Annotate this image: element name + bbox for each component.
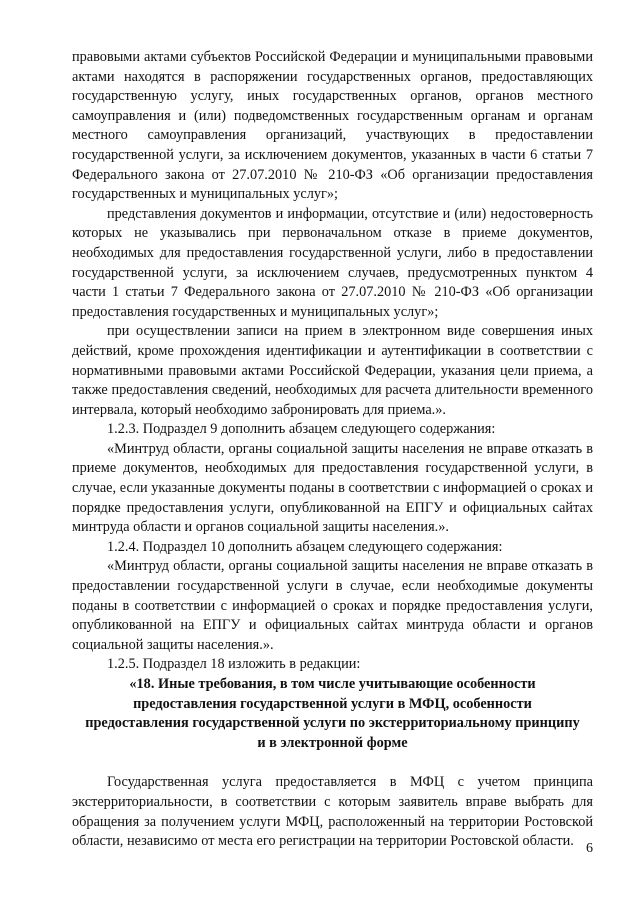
document-page — [72, 48, 593, 852]
paragraph-electronic-appointment: при осуществлении записи на прием в электронном виде совершения иных действий, кроме прохождения идентификации и аутентификации в соответствии с нормативными правовыми актами Российской Федерации, указания цели приема, а также предоставления сведений, необходимых для расчета длительности временного интервала, который необходимо забронировать для приема.». — [72, 323, 593, 418]
paragraph-item-1-2-5: 1.2.5. Подраздел 18 изложить в редакции: — [107, 656, 361, 673]
paragraph-quote-refusal-service: «Минтруд области, органы социальной защиты населения не вправе отказать в предоставлении государственной услуги в случае, если необходимые документы поданы в соответствии с информацией о сроках и порядке предоставления услуги, опубликованной на ЕПГУ и официальных сайтах минтруда области и органов социальной защиты населения.». — [72, 558, 593, 653]
heading-spacer — [72, 753, 593, 773]
section-heading-line-3: предоставления государственной услуги по экстерриториальному принципу — [85, 715, 580, 732]
paragraph-quote-refusal-documents: «Минтруд области, органы социальной защиты населения не вправе отказать в приеме документов, необходимых для предоставления государственной услуги, в случае, если указанные документы поданы в соответствии с информацией о сроках и порядке предоставления услуги, опубликованной на ЕПГУ и официальных сайтах минтруда области и органов социальной защиты населения.». — [72, 440, 593, 536]
page-number: 6 — [586, 841, 593, 856]
section-heading-line-1: «18. Иные требования, в том числе учитывающие особенности — [129, 676, 536, 692]
paragraph-document-presentation: представления документов и информации, отсутствие и (или) недостоверность которых не указывались при первоначальном отказе в приеме документов, необходимых для предоставления государственной услуги, либо в предоставлении государственной услуги, за исключением случаев, предусмотренных пунктом 4 части 1 статьи 7 Федерального закона от 27.07.2010 № 210-ФЗ «Об организации предоставления государственных и муниципальных услуг»; — [72, 205, 593, 320]
section-heading-line-2: предоставления государственной услуги в МФЦ, особенности — [133, 695, 532, 712]
paragraph-extraterritoriality: Государственная услуга предоставляется в МФЦ с учетом принципа экстерриториальности, в соответствии с которым заявитель вправе выбрать для обращения за получением услуги МФЦ, расположенный на территории Ростовской области, независимо от места его регистрации на территории Ростовской области. — [72, 774, 593, 850]
paragraph-item-1-2-3: 1.2.3. Подраздел 9 дополнить абзацем следующего содержания: — [107, 421, 496, 438]
section-heading-line-4: и в электронной форме — [257, 734, 408, 751]
paragraph-item-1-2-4: 1.2.4. Подраздел 10 дополнить абзацем следующего содержания: — [107, 538, 503, 555]
paragraph-legal-acts-continuation: правовыми актами субъектов Российской Федерации и муниципальными правовыми актами находятся в распоряжении государственных органов, предоставляющих государственную услугу, иных государственных органов, органов местного самоуправления и (или) подведомственных государственным органам и органам местного самоуправления организаций, участвующих в предоставлении государственной услуги, за исключением документов, указанных в части 6 статьи 7 Федерального закона от 27.07.2010 № 210-ФЗ «Об организации предоставления государственных и муниципальных услуг»; — [72, 49, 593, 203]
section-heading — [72, 675, 593, 753]
